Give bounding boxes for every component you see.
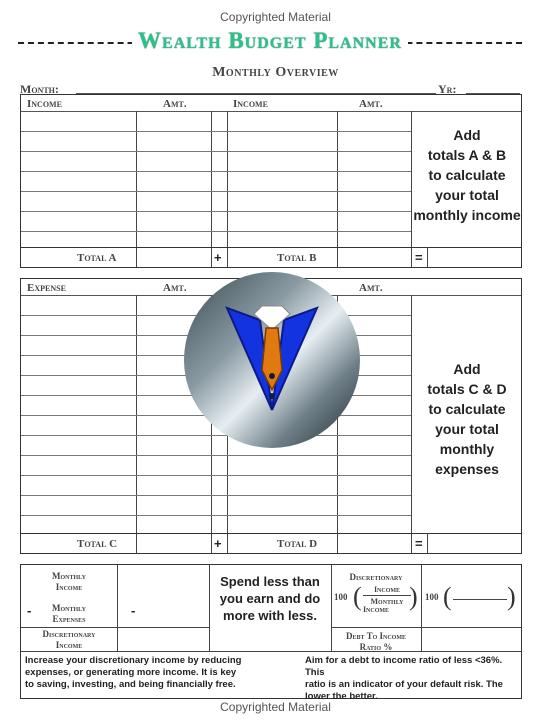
- paren-close-2: ): [507, 582, 516, 611]
- monthly-income-label: Monthly Income: [52, 571, 86, 592]
- right-advice: Aim for a debt to income ratio of less <36%. This ratio is an indicator of your default risk. The lower the better.: [305, 655, 503, 702]
- monthly-expenses-label: Monthly Expenses: [52, 603, 86, 624]
- minus-sign: -: [27, 603, 32, 618]
- left-advice: Increase your discretionary income by reducing expenses, or generating more income. It is key to saving, investing, and being financially free.: [25, 655, 242, 690]
- discretionary-label: Discretionary: [349, 572, 403, 582]
- income-col-header-2: Amt.: [163, 98, 187, 110]
- hundred-label-2: 100: [425, 592, 439, 602]
- copyright-bottom: Copyrighted Material: [220, 700, 331, 714]
- income-col-header-4: Amt.: [359, 98, 383, 110]
- minus-sign-2: -: [131, 603, 136, 618]
- page-subtitle: Monthly Overview: [212, 65, 339, 80]
- month-label: Month:: [20, 82, 59, 96]
- expense-col-header-4: Amt.: [359, 282, 383, 294]
- year-label: Yr:: [438, 82, 457, 96]
- paren-open-2: (: [443, 582, 452, 611]
- discretionary-income-label: Discretionary Income: [42, 629, 96, 650]
- income-instructions: Add totals A & B to calculate your total monthly income: [413, 127, 521, 223]
- income-label-small: Income: [362, 605, 390, 614]
- plus-sign-2: +: [214, 536, 222, 551]
- total-b-label: Total B: [277, 252, 317, 264]
- suit-tie-icon: [182, 270, 362, 450]
- fraction: Income Monthly: [363, 585, 411, 606]
- income-col-header-1: Income: [27, 98, 62, 110]
- paren-open: (: [353, 582, 362, 611]
- paren-close: ): [409, 582, 418, 611]
- fraction-line: [453, 599, 507, 600]
- spend-less-tip: Spend less than you earn and do more with less.: [219, 574, 321, 623]
- total-a-label: Total A: [77, 252, 117, 264]
- hundred-label: 100: [334, 592, 348, 602]
- summary-table: [20, 564, 522, 702]
- title-banner: [18, 28, 522, 54]
- plus-sign: +: [214, 250, 222, 265]
- total-c-label: Total C: [77, 538, 118, 550]
- page-title: Wealth Budget Planner: [18, 28, 522, 54]
- equals-sign: =: [415, 250, 423, 265]
- copyright-top: Copyrighted Material: [220, 10, 331, 24]
- income-col-header-3: Income: [233, 98, 268, 110]
- equals-sign-2: =: [415, 536, 423, 551]
- expense-instructions: Add totals C & D to calculate your total monthly expenses: [427, 361, 507, 477]
- expense-col-header-1: Expense: [27, 282, 66, 294]
- income-table: [20, 94, 522, 268]
- expense-col-header-2: Amt.: [163, 282, 187, 294]
- debt-ratio-label: Debt To Income Ratio %: [345, 631, 406, 652]
- total-d-label: Total D: [277, 538, 318, 550]
